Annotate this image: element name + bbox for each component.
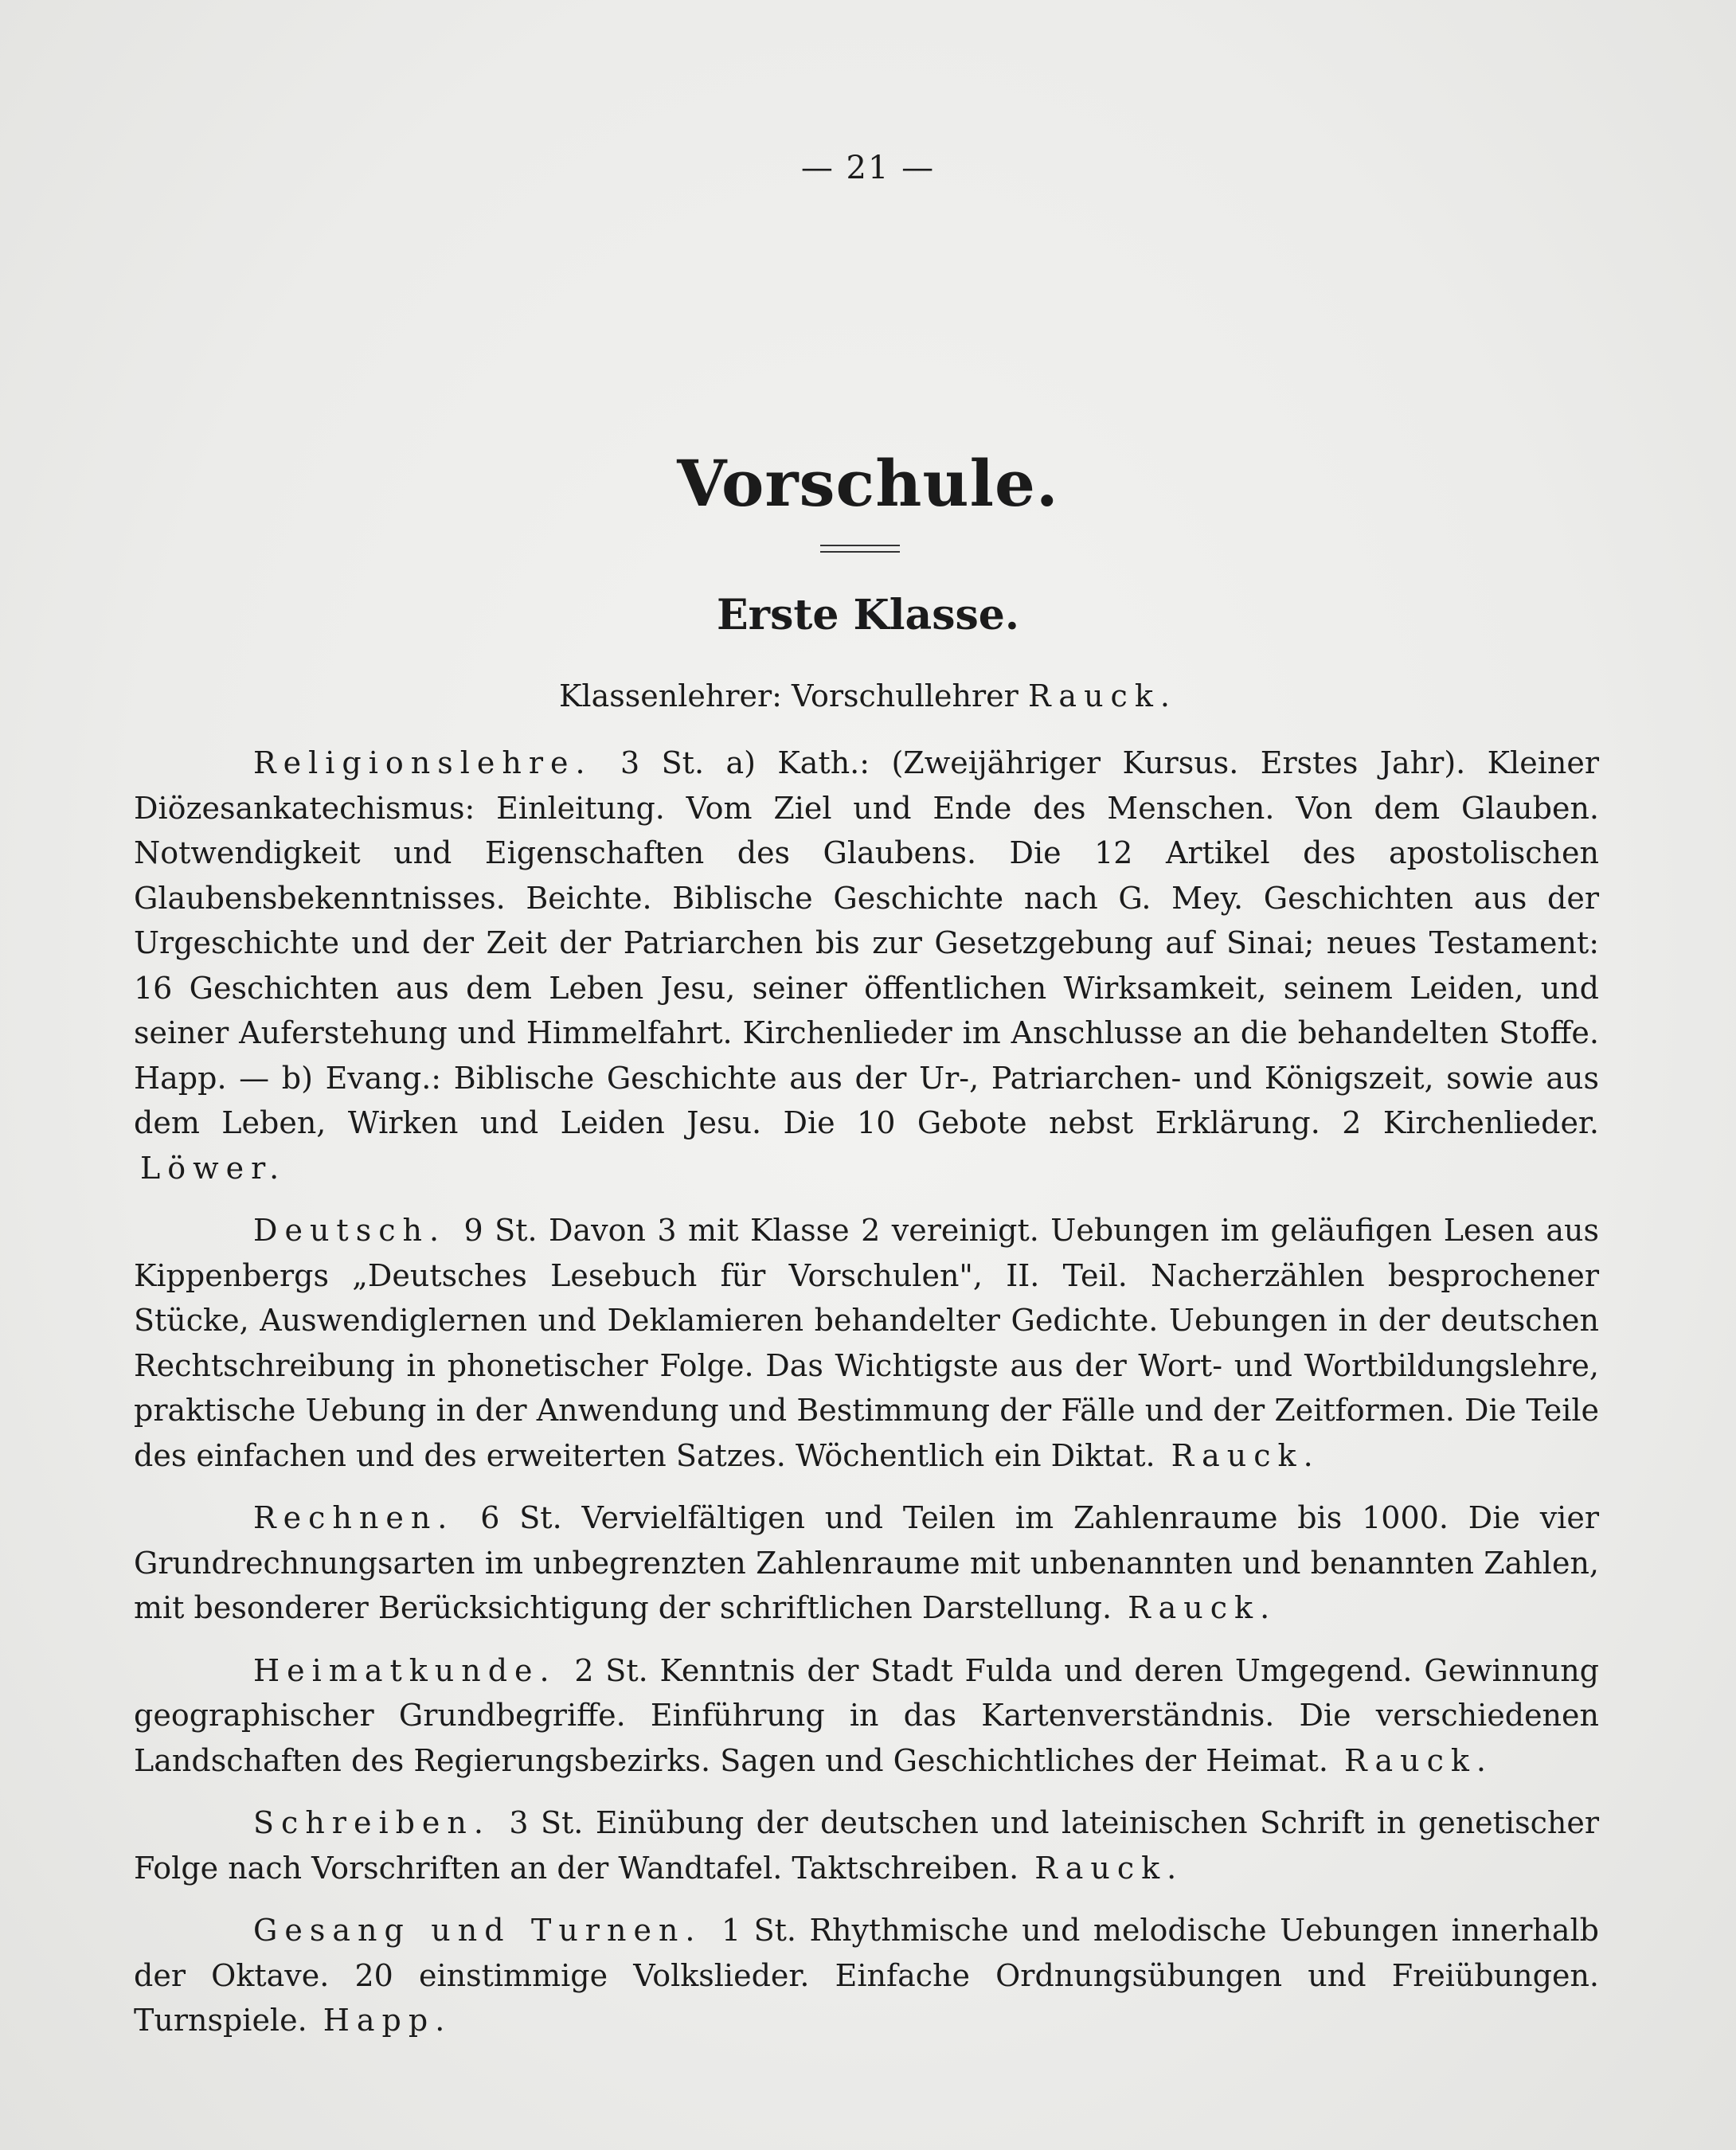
paragraph-text: 3 St. Einübung der deutschen und lateinischen Schrift in genetischer Folge nach Vorschriften an der Wandtafel. Taktschreiben. [134, 1805, 1599, 1886]
teacher-name: Rauck. [1171, 1437, 1320, 1473]
paragraph-heimatkunde [134, 1648, 1599, 1784]
class-teacher-line [0, 678, 1736, 713]
teacher-name: Rauck. [1344, 1742, 1493, 1778]
class-teacher-label: Klassenlehrer: Vorschullehrer [559, 678, 1019, 713]
teacher-name: Happ. [323, 2003, 452, 2038]
paragraph-schreiben [134, 1800, 1599, 1890]
page-number: — 21 — [800, 150, 936, 186]
title-divider [820, 545, 900, 553]
paragraph-gesang-und-turnen [134, 1908, 1599, 2043]
teacher-name: Rauck. [1128, 1590, 1277, 1625]
subject-heading: Schreiben. [253, 1805, 491, 1840]
paragraph-text: 3 St. a) Kath.: (Zweijähriger Kursus. Erstes Jahr). Kleiner Diözesankatechismus: Einleitung. Vom Ziel und Ende des Menschen. Von dem Glauben. Notwendigkeit und Eigenschaften des Glaubens. Die 12 Artikel des apostolischen Glaubensbekenntnisses. Beichte. Biblische Geschichte nach G. Mey. Geschichten aus der Urgeschichte und der Zeit der Patriarchen bis zur Gesetzgebung auf Sinai; neues Testament: 16 Geschichten aus dem Leben Jesu, seiner öffentlichen Wirksamkeit, seinem Leiden, und seiner Auferstehung und Himmelfahrt. Kirchenlieder im Anschlusse an die behandelten Stoffe. Happ. — b) Evang.: Biblische Geschichte aus der Ur-, Patriarchen- und Königszeit, sowie aus dem Leben, Wirken und Leiden Jesu. Die 10 Gebote nebst Erklärung. 2 Kirchenlieder. [134, 745, 1599, 1140]
paragraph-rechnen [134, 1495, 1599, 1631]
class-heading: Erste Klasse. [717, 591, 1019, 639]
section-title: Vorschule. [677, 446, 1059, 521]
class-teacher-name: Rauck. [1027, 678, 1177, 713]
paragraph-deutsch [134, 1208, 1599, 1478]
subject-heading: Gesang und Turnen. [253, 1913, 702, 1948]
subject-heading: Religionslehre. [253, 745, 592, 780]
paragraph-text: 1 St. Rhythmische und melodische Uebungen innerhalb der Oktave. 20 einstimmige Volkslieder. Einfache Ordnungsübungen und Freiübungen. Turnspiele. [134, 1913, 1599, 2038]
subject-heading: Deutsch. [253, 1213, 447, 1248]
subject-heading: Rechnen. [253, 1500, 455, 1535]
teacher-name: Rauck. [1034, 1850, 1184, 1886]
paragraph-text: 2 St. Kenntnis der Stadt Fulda und deren Umgegend. Gewinnung geographischer Grundbegriffe. Einführung in das Kartenverständnis. Die verschiedenen Landschaften des Regierungsbezirks. Sagen und Geschichtliches der Heimat. [134, 1652, 1599, 1778]
paragraph-text: 6 St. Vervielfältigen und Teilen im Zahlenraume bis 1000. Die vier Grundrechnungsarten im unbegrenzten Zahlenraume mit unbenannten und benannten Zahlen, mit besonderer Berücksichtigung der schriftlichen Darstellung. [134, 1500, 1599, 1625]
teacher-name: Löwer. [140, 1150, 287, 1186]
curriculum-body [134, 741, 1599, 2061]
paragraph-religionslehre [134, 741, 1599, 1190]
subject-heading: Heimatkunde. [253, 1652, 557, 1688]
paragraph-text: 9 St. Davon 3 mit Klasse 2 vereinigt. Uebungen im geläufigen Lesen aus Kippenbergs „Deutsches Lesebuch für Vorschulen", II. Teil. Nacherzählen besprochener Stücke, Auswendiglernen und Deklamieren behandelter Gedichte. Uebungen in der deutschen Rechtschreibung in phonetischer Folge. Das Wichtigste aus der Wort- und Wortbildungslehre, praktische Uebung in der Anwendung und Bestimmung der Fälle und der Zeitformen. Die Teile des einfachen und des erweiterten Satzes. Wöchentlich ein Diktat. [134, 1213, 1599, 1473]
